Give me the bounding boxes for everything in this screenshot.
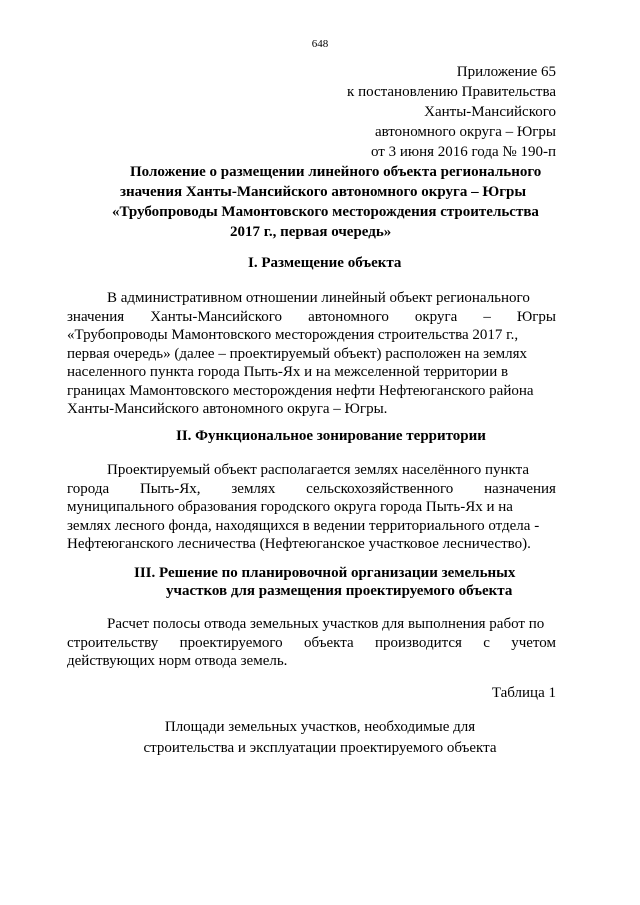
page-number: 648 [311,38,329,50]
table-caption [0,717,640,759]
word: назначения [484,480,556,497]
paragraph-line: первая очередь» (далее – проектируемый объект) расположен на землях [67,345,528,362]
paragraph-line: Ханты-Мансийского автономного округа – Югры. [67,401,388,417]
title-line: «Трубопроводы Мамонтовского месторождения строительства [112,204,539,220]
title-line: Положение о размещении линейного объекта регионального [130,164,542,180]
word: объекта [303,634,354,651]
paragraph-line: Нефтеюганского лесничества (Нефтеюганское участковое лесничество). [67,536,531,552]
paragraph-line-justified [67,480,556,499]
word: Ханты-Мансийского [150,308,283,325]
appendix-line: от 3 июня 2016 года № 190-п [371,144,556,160]
word: учетом [511,634,556,651]
word: автономного [308,308,389,325]
section2-paragraph [67,461,556,554]
paragraph-line: муниципального образования городского округа города Пыть-Ях и на [67,499,513,515]
appendix-line: Приложение 65 [456,64,556,80]
paragraph-line: землях лесного фонда, находящихся в ведении территориального отдела - [67,517,540,534]
appendix-line: автономного округа – Югры [374,124,556,140]
word: значения [67,308,125,325]
paragraph-line-justified [67,308,556,327]
word: округа [414,308,458,325]
section1-heading: I. Размещение объекта [248,255,402,271]
paragraph-line: «Трубопроводы Мамонтовского месторождения строительства 2017 г., [67,327,519,343]
paragraph-line: населенного пункта города Пыть-Ях и на межселенной территории в [67,364,509,380]
section2-heading: II. Функциональное зонирование территории [176,428,486,444]
table-label: Таблица 1 [491,685,556,701]
section3-paragraph [67,615,556,671]
document-title [90,162,590,242]
word: города [67,480,110,497]
paragraph-line: В административном отношении линейный объект регионального [107,290,530,306]
caption-line: Площади земельных участков, необходимые для [164,719,476,735]
word: сельскохозяйственного [306,480,454,497]
caption-line: строительства и эксплуатации проектируемого объекта [143,740,497,756]
appendix-line: Ханты-Мансийского [424,104,556,120]
title-line: значения Ханты-Мансийского автономного округа – Югры [120,184,527,200]
paragraph-line: Проектируемый объект располагается землях населённого пункта [107,462,529,478]
word: проектируемого [179,634,283,651]
word: Пыть-Ях, [139,480,201,497]
appendix-line: к постановлению Правительства [347,84,556,100]
paragraph-line: действующих норм отвода земель. [67,653,288,669]
word: – [483,308,491,325]
word: строительству [67,634,159,651]
appendix-block [347,62,556,162]
word: Югры [516,308,556,325]
paragraph-line: границах Мамонтовского месторождения нефти Нефтеюганского района [67,382,534,399]
section1-paragraph [67,289,556,419]
word: производится [374,634,462,651]
section3-heading-line2: участков для размещения проектируемого объекта [166,583,513,599]
word: землях [231,480,276,497]
title-line: 2017 г., первая очередь» [230,224,392,240]
paragraph-line-justified [67,634,556,653]
word: с [483,634,490,651]
section3-heading-line1: III. Решение по планировочной организации земельных [134,565,516,581]
paragraph-line: Расчет полосы отвода земельных участков для выполнения работ по [107,616,545,632]
